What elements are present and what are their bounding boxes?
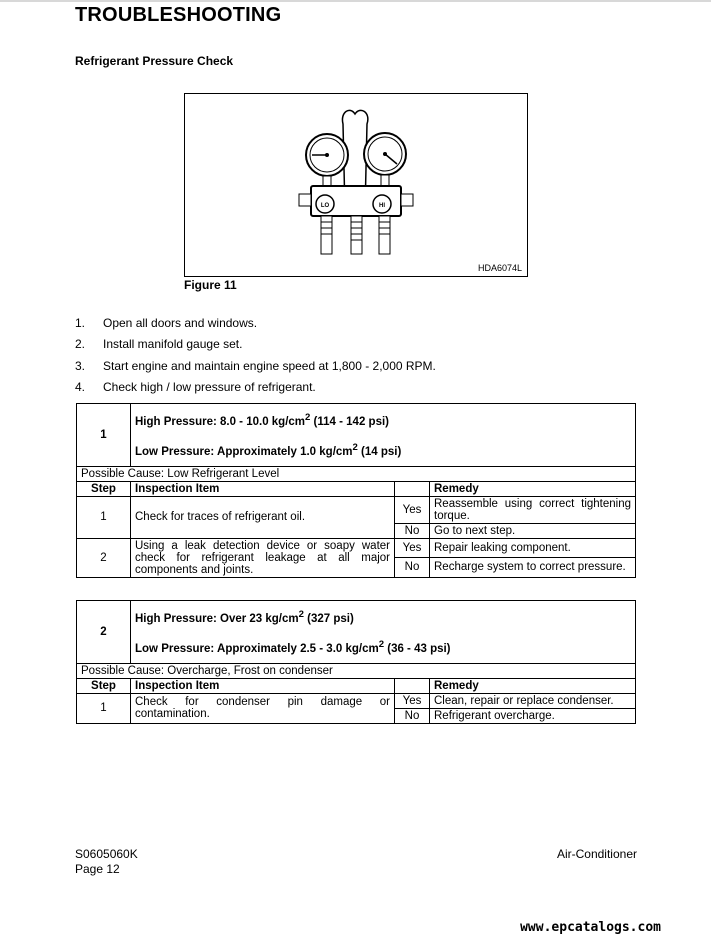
column-header-blank bbox=[395, 678, 430, 693]
section-name: Air-Conditioner bbox=[556, 847, 637, 861]
column-header-step: Step bbox=[77, 481, 131, 496]
high-pressure: High Pressure: 8.0 - 10.0 $kg/cm^2$ (114 - 142 psi) bbox=[135, 412, 389, 428]
column-header-remedy: Remedy bbox=[430, 481, 636, 496]
lo-knob-label: LO bbox=[320, 203, 330, 209]
low-pressure: Low Pressure: Approximately 2.5 - 3.0 $kg/cm^2$ (36 - 43 psi) bbox=[135, 638, 451, 655]
low-pressure: Low Pressure: Approximately 1.0 $kg/cm^2$ (14 psi) bbox=[135, 441, 402, 458]
column-header-step: Step bbox=[77, 678, 131, 693]
table-row: No Recharge system to correct pressure. bbox=[77, 558, 636, 578]
column-header-remedy: Remedy bbox=[430, 678, 636, 693]
troubleshooting-table-1 bbox=[76, 403, 636, 578]
top-rule bbox=[0, 0, 711, 2]
column-header-inspection: Inspection Item bbox=[131, 678, 395, 693]
page-number: Page 12 bbox=[75, 862, 120, 876]
column-header-blank bbox=[395, 481, 430, 496]
page-title: TROUBLESHOOTING bbox=[75, 4, 282, 26]
watermark: www.epcatalogs.com bbox=[520, 920, 661, 935]
section-title: Refrigerant Pressure Check bbox=[75, 54, 234, 68]
table-row: 1 Check for condenser pin damage or contamination. Yes Clean, repair or replace condenser. bbox=[77, 693, 636, 708]
column-header-inspection: Inspection Item bbox=[131, 481, 395, 496]
table-row: No Refrigerant overcharge. bbox=[77, 708, 636, 723]
figure-id-label: HDA6074L bbox=[478, 263, 523, 273]
hi-knob-label: HI bbox=[379, 203, 385, 209]
figure-box bbox=[184, 93, 528, 277]
manifold-gauge-illustration bbox=[185, 94, 527, 276]
case-number: 2 bbox=[77, 601, 131, 664]
list-item: 3. Start engine and maintain engine speed at 1,800 - 2,000 RPM. bbox=[75, 358, 436, 373]
possible-cause: Possible Cause: Low Refrigerant Level bbox=[77, 466, 636, 481]
table-row: 1 Check for traces of refrigerant oil. Yes Reassemble using correct tightening torque. bbox=[77, 496, 636, 523]
pressure-spec bbox=[131, 601, 636, 664]
table-row: No Go to next step. bbox=[77, 523, 636, 538]
troubleshooting-table-2 bbox=[76, 600, 636, 724]
case-number: 1 bbox=[77, 404, 131, 467]
table-row: 2 Using a leak detection device or soapy water check for refrigerant leakage at all major components and joints. Yes Repair leaking component. bbox=[77, 538, 636, 558]
pressure-spec bbox=[131, 404, 636, 467]
possible-cause: Possible Cause: Overcharge, Frost on condenser bbox=[77, 663, 636, 678]
high-pressure: High Pressure: Over 23 $kg/cm^2$ (327 psi) bbox=[135, 609, 354, 625]
list-item: 1. Open all doors and windows. bbox=[75, 316, 258, 330]
list-item: 2. Install manifold gauge set. bbox=[75, 337, 243, 352]
figure-caption: Figure 11 bbox=[184, 278, 237, 292]
procedure-list bbox=[75, 316, 436, 401]
list-item: 4. Check high / low pressure of refrigerant. bbox=[75, 379, 316, 394]
doc-code: S0605060K bbox=[75, 847, 138, 861]
